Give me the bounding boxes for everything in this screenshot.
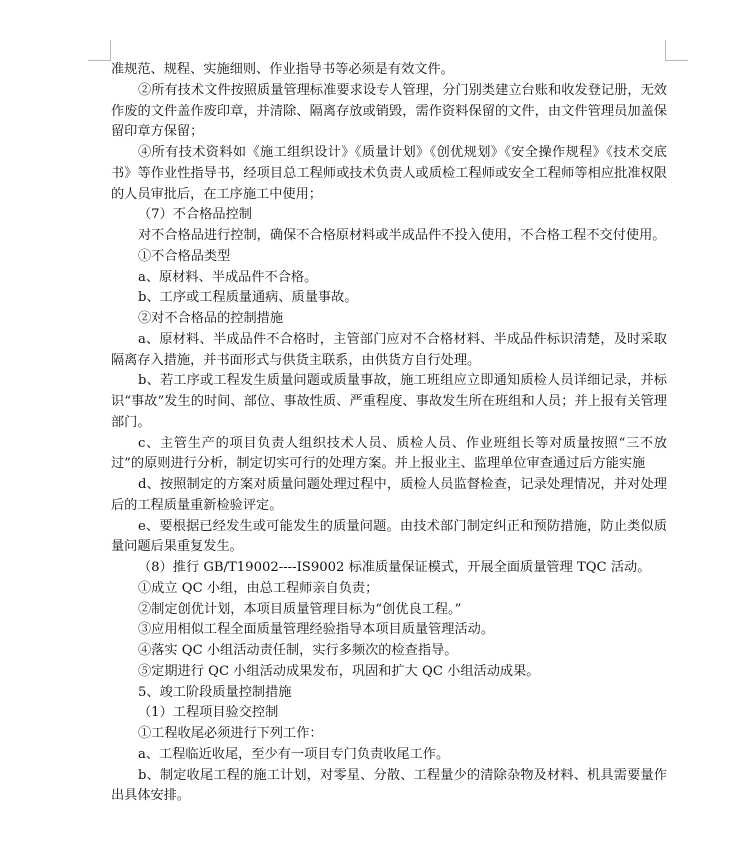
list-item: ③应用相似工程全面质量管理经验指导本项目质量管理活动。	[138, 622, 495, 638]
list-item: a、原材料、半成品件不合格时，主管部门应对不合格材料、半成品件标识清楚，及时采取隔离存入措施，并书面形式与供货主联系，由供货方自行处理。	[111, 331, 667, 368]
page-corner-mark-top-left	[88, 40, 111, 61]
list-item: b、制定收尾工程的施工计划，对零星、分散、工程量少的清除杂物及材料、机具需要量作出具体安排。	[111, 767, 667, 804]
paragraph: 准规范、规程、实施细则、作业指导书等必须是有效文件。	[111, 62, 454, 77]
list-item: c、主管生产的项目负责人组织技术人员、质检人员、作业班组长等对质量按照“三不放过”的原则进行分析，制定切实可行的处理方案。并上报业主、监理单位审查通过后方能实施	[111, 435, 667, 472]
section-heading: （7）不合格品控制	[138, 207, 252, 223]
paragraph: ②所有技术文件按照质量管理标准要求设专人管理，分门别类建立台账和收发登记册，无效作废的文件盖作废印章，并清除、隔离存放或销毁，需作资料保留的文件，由文件管理员加盖保留印章方保留；	[111, 82, 667, 140]
subheading: ②对不合格品的控制措施	[138, 311, 284, 326]
list-item: ⑤定期进行 QC 小组活动成果发布，巩固和扩大 QC 小组活动成果。	[138, 663, 540, 679]
section-heading: （8）推行 GB/T19002----IS9002 标准质量保证模式，开展全面质量管理 TQC 活动。	[138, 560, 651, 575]
page-corner-mark-top-right	[665, 40, 688, 61]
list-item: b、若工序或工程发生质量问题或质量事故，施工班组应立即通知质检人员详细记录，并标识“事故”发生的时间、部位、事故性质、严重程度、事故发生所在班组和人员；并上报有关管理部门。	[111, 373, 667, 430]
list-item: a、原材料、半成品件不合格。	[138, 269, 318, 285]
paragraph: 对不合格品进行控制，确保不合格原材料或半成品件不投入使用，不合格工程不交付使用。	[138, 228, 666, 243]
list-item: b、工序或工程质量通病、质量事故。	[138, 290, 358, 306]
list-item: d、按照制定的方案对质量问题处理过程中，质检人员监督检查，记录处理情况，并对处理后的工程质量重新检验评定。	[111, 477, 667, 513]
list-item: ②制定创优计划，本项目质量管理目标为“创优良工程。”	[138, 601, 462, 617]
document-body	[111, 60, 667, 807]
list-item: e、要根据已经发生或可能发生的质量问题。由技术部门制定纠正和预防措施，防止类似质量问题后果重复发生。	[111, 518, 667, 555]
list-item: a、工程临近收尾，至少有一项目专门负责收尾工作。	[138, 746, 450, 762]
subheading: ①工程收尾必须进行下列工作：	[138, 726, 323, 741]
paragraph: ④所有技术资料如《施工组织设计》《质量计划》《创优规划》《安全操作规程》《技术交底书》等作业性指导书，经项目总工程师或技术负责人或质检工程师或安全工程师等相应批准权限的人员审批后，在工序施工中使用；	[111, 145, 667, 202]
section-heading: 5、竣工阶段质量控制措施	[138, 684, 292, 700]
list-item: ①成立 QC 小组，由总工程师亲自负责；	[138, 580, 379, 596]
list-item: ④落实 QC 小组活动责任制，实行多频次的检查指导。	[138, 643, 458, 658]
subheading: （1）工程项目验交控制	[138, 705, 279, 721]
subheading: ①不合格品类型	[138, 248, 231, 264]
